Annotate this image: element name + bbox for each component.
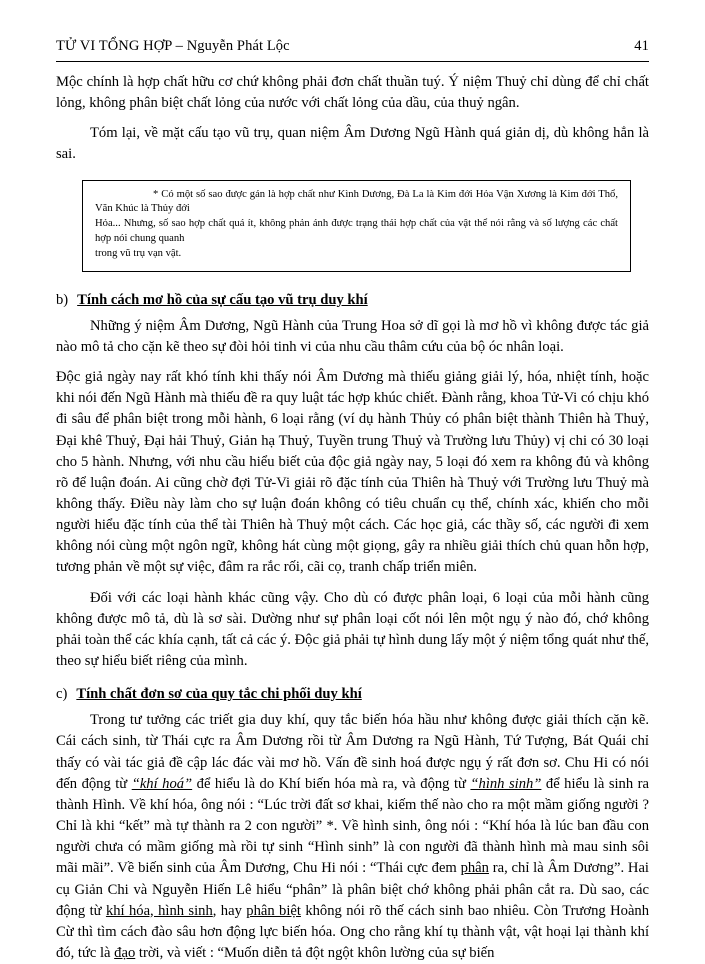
section-heading-b [56,292,649,309]
section-b-paragraph-2: Độc giả ngày nay rất khó tính khi thấy nói Âm Dương mà thiếu giảng giải lý, hóa, nhiệt tính, hoặc khi nói đến Ngũ Hành mà thiếu đề ra quy luật tác hợp khúc chiết. Đành rằng, khoa Tử-Vi có chịu khó đi sâu để phân biệt trong mỗi hành, 6 loại rằng (ví dụ hành Thủy có phân biệt thành Thiên hà Thuỷ, Đại khê Thuỷ, Đại hải Thuỷ, Giản hạ Thuỷ, Tuyền trung Thuỷ và Trường lưu Thủy) vị chi có 30 loại cho 5 hành. Nhưng, với nhu cầu hiểu biết của độc giả ngày nay, 5 loại đó xem ra không đủ và không rõ để luận đoán. Ai cũng chờ đợi Tử-Vi giải rõ đặc tính của Thiên hà Thuỷ với Trường lưu Thuỷ mà không thấy. Điều này làm cho sự luận đoán không có tiêu chuẩn cụ thể, chính xác, khiến cho mỗi người hiểu đặc tính của thể tài Thiên hà Thuỷ một cách. Các học giả, các thầy số, các người đi xem không nói cùng một ngôn ngữ, không hát cùng một giọng, gây ra nhiều giải thích chủ quan hỗn hợp, tương phản về một sự việc, đâm ra rắc rối, cãi cọ, tranh chấp triển miên. [56,369,649,576]
section-b-paragraph-1: Những ý niệm Âm Dương, Ngũ Hành của Trung Hoa sở dĩ gọi là mơ hồ vì không được tác giả nào mô tả cho cặn kẽ theo sự đòi hỏi tinh vi của nhu cầu thâm cứu của bộ óc nhân loại. [56,317,649,355]
footnote-box [82,180,631,272]
footnote-line-2: Hỏa... Nhưng, số sao hợp chất quá ít, không phản ánh được trạng thái hợp chất của vật thể nói rằng và số lượng các chất hợp nói chung quanh [95,218,618,245]
header-divider [56,61,649,62]
section-letter-b: b) [56,291,69,308]
section-title-b: Tính cách mơ hồ của sự cấu tạo vũ trụ duy khí [77,291,368,308]
section-letter-c: c) [56,686,68,703]
footnote-line-1: * Có một số sao được gán là hợp chất như Kình Dương, Đà La là Kim đới Hỏa Vận Xương là Kim đới Thổ, Văn Khúc là Thủy đới [95,188,618,215]
header-title: TỬ VI TỔNG HỢP – Nguyễn Phát Lộc [56,38,290,54]
page-header [56,38,649,55]
section-b-paragraph-3: Đối với các loại hành khác cũng vậy. Cho dù có được phân loại, 6 loại của mỗi hành cũng không được mô tả, dù là sơ sài. Dường như sự phân loại cốt nói lên một ngụ ý nào đó, chớ không phải toàn thể các khía cạnh, tất cả các ý. Độc giả phải tự hình dung lấy một ý niệm tổng quát như thế, theo sự hiểu biết riêng của mình. [56,589,649,670]
section-title-c: Tính chất đơn sơ của quy tắc chi phối duy khí [76,686,362,703]
section-c-paragraph-1: Trong tư tưởng các triết gia duy khí, quy tắc biến hóa hầu như không được giải thích cặn kẽ. Cái cách sinh, từ Thái cực ra Âm Dương rồi từ Âm Dương ra Ngũ Hành, Tứ Tượng, Bát Quái chỉ thấy có vài tác giả đề cập lác đác vài mơ hồ. Vấn đề sinh hoá được ngụ ý rất đơn sơ. Chu Hi có nói đến động từ “khí hoá” để hiểu là do Khí biến hóa mà ra, và động từ “hình sinh” để hiểu là sinh ra thành Hình. Về khí hóa, ông nói : “Lúc trời đất sơ khai, kiếm thế nào cho ra một mầm giống người ? Chỉ là khi “kết” mà tự thành ra 2 con người” *. Về hình sinh, ông nói : “Khí hóa là lúc ban đầu con người chưa có mầm giống mà rồi tự sinh “Hình sinh” là con người đã thành hình mà mau sinh sôi mãi mãi”. Về biến sinh của Âm Dương, Chu Hi nói : “Thái cực đem phân ra, chỉ là Âm Dương”. Hai cụ Giản Chi và Nguyễn Hiến Lê hiểu “phân” là phân biệt chớ không phải phân cắt ra. Dù sao, các động từ khí hóa, hình sinh, hay phân biệt không nói rõ thế cách sinh bao nhiêu. Còn Trương Hoành Cừ thì tìm cách đào sâu hơn động lực biến hóa. Ong cho rằng khí tụ thành vật, vật hoại lại thành khí đó, tức là đạo trời, và viết : “Muốn diễn tả đột ngột khôn lường của sự biến [56,712,650,961]
section-heading-c [56,686,649,703]
section-c-body [56,710,649,964]
paragraph-1: Mộc chính là hợp chất hữu cơ chứ không phải đơn chất thuần tuý. Ý niệm Thuỷ chỉ dùng để chỉ chất lỏng, không phân biệt chất lỏng của nước với chất lỏng của dầu, của thuỷ ngân. [56,74,649,112]
footnote-line-3: trong vũ trụ vạn vật. [95,247,182,259]
section-b-body [56,316,649,673]
paragraph-2: Tóm lại, về mặt cấu tạo vũ trụ, quan niệm Âm Dương Ngũ Hành quá giản dị, dù không hẳn là sai. [56,125,649,163]
page-number: 41 [634,38,649,54]
